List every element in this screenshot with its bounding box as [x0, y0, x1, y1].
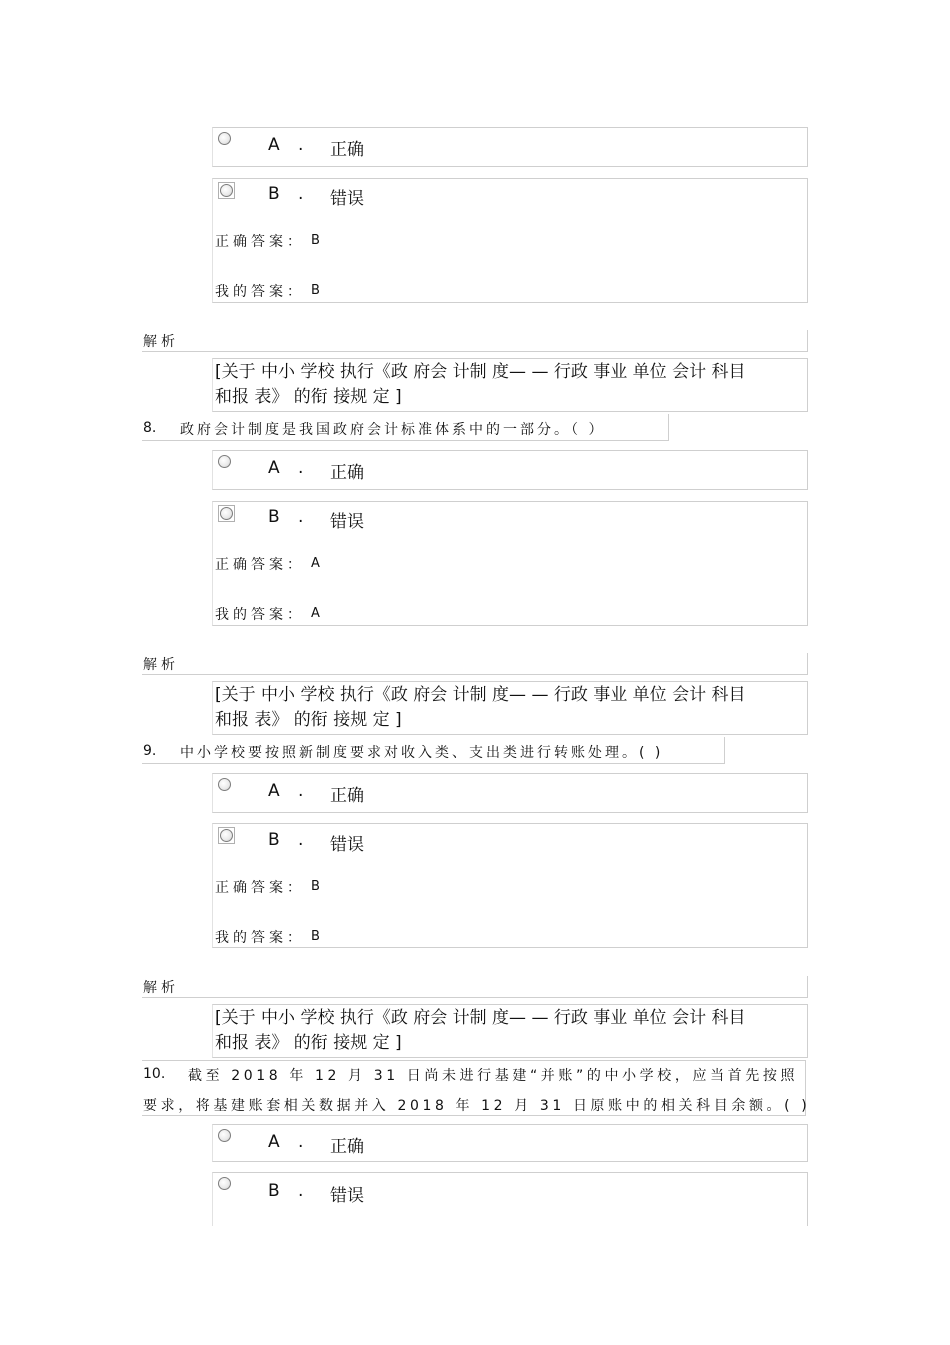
- my-answer-value: B: [311, 283, 320, 298]
- option-letter-a: A: [268, 1132, 280, 1152]
- radio-button-a[interactable]: [218, 132, 231, 145]
- question-text: 中小学校要按照新制度要求对收入类、支出类进行转账处理。( ): [180, 745, 664, 761]
- my-answer-label: 我的答案：: [215, 284, 305, 300]
- correct-answer-label: 正确答案：: [215, 880, 305, 896]
- radio-button-a[interactable]: [218, 1129, 231, 1142]
- correct-answer-label: 正确答案：: [215, 557, 305, 573]
- option-text-b: 错误: [330, 512, 364, 532]
- radio-button-a[interactable]: [218, 455, 231, 468]
- analysis-row: [142, 330, 808, 352]
- reference-line-1: [关于 中小 学校 执行《政 府会 计制 度— — 行政 事业 单位 会计 科目: [215, 362, 746, 382]
- correct-answer-value: B: [311, 233, 320, 248]
- radio-button-b[interactable]: [220, 829, 233, 842]
- option-letter-a: A: [268, 458, 280, 478]
- option-letter-b: B: [268, 1181, 280, 1201]
- question-number: 10.: [143, 1066, 166, 1082]
- option-separator: .: [298, 1132, 304, 1152]
- option-separator: .: [298, 781, 304, 801]
- option-separator: .: [298, 135, 304, 155]
- option-letter-b: B: [268, 507, 280, 527]
- option-text-b: 错误: [330, 1186, 364, 1206]
- reference-line-1: [关于 中小 学校 执行《政 府会 计制 度— — 行政 事业 单位 会计 科目: [215, 685, 746, 705]
- option-separator: .: [298, 458, 304, 478]
- my-answer-label: 我的答案：: [215, 930, 305, 946]
- correct-answer-value: B: [311, 879, 320, 894]
- my-answer-value: B: [311, 929, 320, 944]
- radio-button-b[interactable]: [220, 184, 233, 197]
- my-answer-label: 我的答案：: [215, 607, 305, 623]
- option-letter-a: A: [268, 135, 280, 155]
- analysis-row: [142, 976, 808, 998]
- option-separator: .: [298, 184, 304, 204]
- option-separator: .: [298, 1181, 304, 1201]
- option-text-b: 错误: [330, 189, 364, 209]
- question-number: 8.: [143, 420, 157, 436]
- analysis-label[interactable]: 解析: [143, 334, 179, 350]
- radio-button-b[interactable]: [220, 507, 233, 520]
- reference-line-2: 和报 表》 的衔 接规 定 ]: [215, 710, 402, 730]
- reference-line-2: 和报 表》 的衔 接规 定 ]: [215, 1033, 402, 1053]
- question-number: 9.: [143, 743, 157, 759]
- option-text-a: 正确: [330, 1137, 364, 1157]
- radio-button-b[interactable]: [218, 1177, 231, 1190]
- question-text: 政府会计制度是我国政府会计标准体系中的一部分。（ ）: [180, 422, 606, 438]
- option-text-b: 错误: [330, 835, 364, 855]
- reference-line-1: [关于 中小 学校 执行《政 府会 计制 度— — 行政 事业 单位 会计 科目: [215, 1008, 746, 1028]
- question-text-line-1: 截至 2018 年 12 月 31 日尚未进行基建“并账”的中小学校，应当首先按照: [188, 1068, 799, 1084]
- analysis-label[interactable]: 解析: [143, 657, 179, 673]
- radio-button-a[interactable]: [218, 778, 231, 791]
- option-letter-b: B: [268, 184, 280, 204]
- analysis-label[interactable]: 解析: [143, 980, 179, 996]
- correct-answer-label: 正确答案：: [215, 234, 305, 250]
- option-letter-b: B: [268, 830, 280, 850]
- reference-line-2: 和报 表》 的衔 接规 定 ]: [215, 387, 402, 407]
- my-answer-value: A: [311, 606, 320, 621]
- option-separator: .: [298, 507, 304, 527]
- question-text-line-2: 要求，将基建账套相关数据并入 2018 年 12 月 31 日原账中的相关科目余额。( ): [143, 1098, 811, 1114]
- option-text-a: 正确: [330, 463, 364, 483]
- option-separator: .: [298, 830, 304, 850]
- correct-answer-value: A: [311, 556, 320, 571]
- option-text-a: 正确: [330, 786, 364, 806]
- analysis-row: [142, 653, 808, 675]
- option-text-a: 正确: [330, 140, 364, 160]
- option-letter-a: A: [268, 781, 280, 801]
